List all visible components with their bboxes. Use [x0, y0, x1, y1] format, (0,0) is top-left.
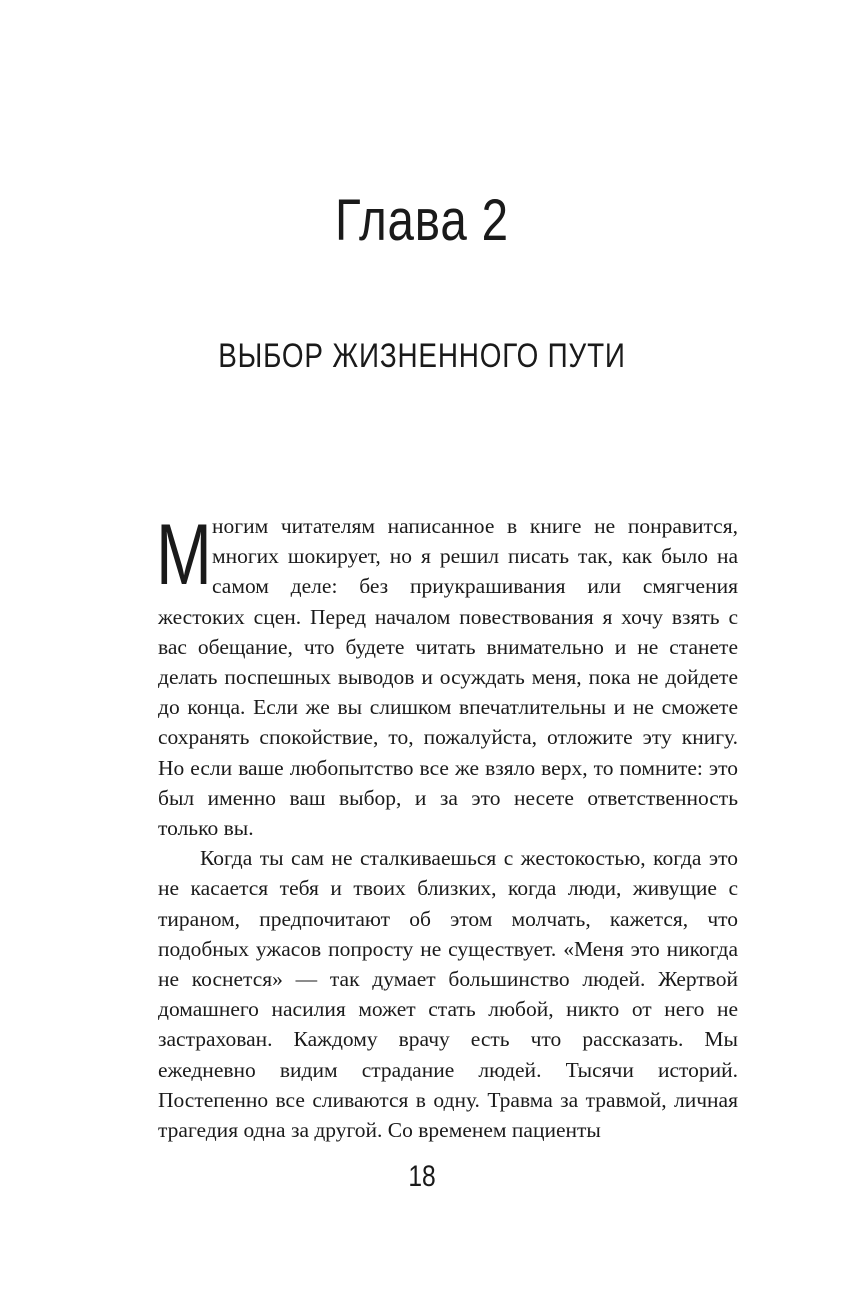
chapter-title-heading: ВЫБОР ЖИЗНЕННОГО ПУТИ	[218, 337, 626, 375]
paragraph-2: Когда ты сам не сталкиваешься с жестокостью, когда это не касается тебя и твоих близких, когда люди, живущие с тираном, предпочитают об этом молчать, кажется, что подобных ужасов попросту не существует. «Меня это никогда не коснется» — так думает большинство людей. Жертвой домашнего насилия может стать любой, никто от него не застрахован. Каждому врачу есть что рассказать. Мы ежедневно видим страдание людей. Тысячи историй. Постепенно все сливаются в одну. Травма за травмой, личная трагедия одна за другой. Со временем пациенты	[158, 846, 738, 1143]
chapter-number-heading: Глава 2	[335, 188, 509, 253]
paragraph-1-text: ногим читателям написанное в книге не понравится, многих шокирует, но я решил писать так, как было на самом деле: без приукрашивания или смягчения жестоких сцен. Перед началом повествования я хочу взять с вас обещание, что будете читать внимательно и не станете делать поспешных выводов и осуждать меня, пока не дойдете до конца. Если же вы слишком впечатлительны и не сможете сохранять спокойствие, то, пожалуйста, отложите эту книгу. Но если ваше любопытство все же взяло верх, то помните: это был именно ваш выбор, и за это несете ответственность только вы.	[158, 514, 738, 841]
body-text	[156, 507, 738, 1145]
paragraph-1	[156, 507, 738, 843]
drop-cap-letter: М	[156, 507, 212, 603]
page-number: 18	[408, 1160, 436, 1193]
